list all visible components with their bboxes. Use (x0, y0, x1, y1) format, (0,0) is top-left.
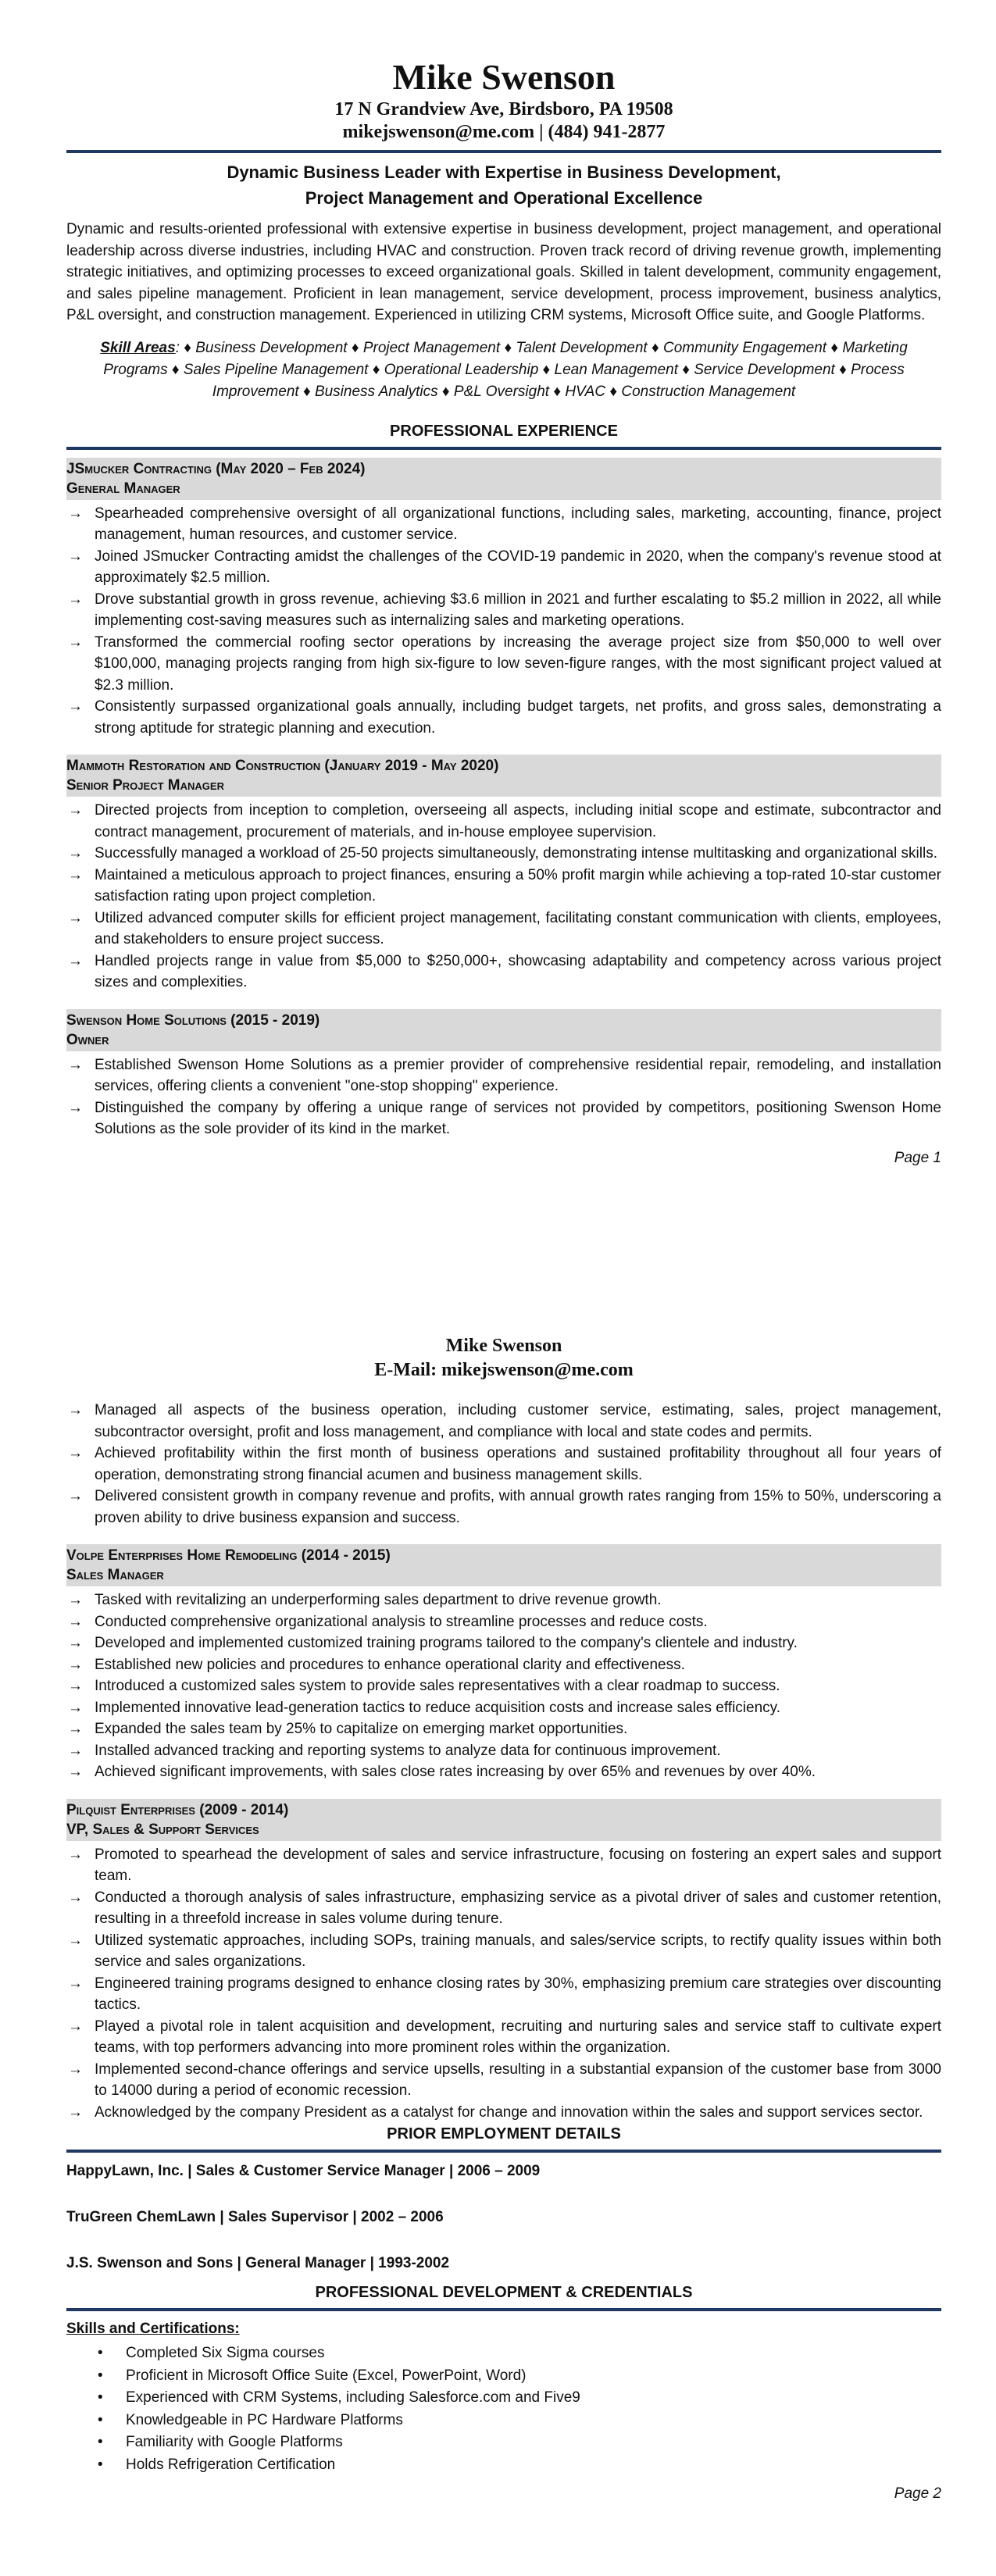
bullet-icon: • (98, 2389, 103, 2406)
arrow-icon: → (68, 1721, 83, 1737)
job-list (66, 1544, 941, 2123)
arrow-icon: → (68, 1402, 83, 1418)
resume-page-1 (66, 56, 941, 1167)
list-item (66, 1443, 941, 1486)
email: E-Mail: mikejswenson@me.com (374, 1360, 634, 1380)
arrow-icon: → (68, 1932, 83, 1949)
bullet-text: Acknowledged by the company President as a catalyst for change and innovation within the sales and support services sector. (95, 2103, 923, 2121)
diamond-icon: ♦ (504, 339, 512, 356)
section-title: PROFESSIONAL EXPERIENCE (390, 422, 618, 440)
arrow-icon: → (68, 1889, 83, 1906)
skill-area: Marketing Programs (103, 339, 908, 378)
arrow-icon: → (68, 633, 83, 651)
job-company: JSmucker Contracting (May 2020 – Feb 2024) (66, 460, 366, 477)
list-item (66, 800, 941, 843)
diamond-icon: ♦ (441, 383, 450, 400)
arrow-icon: → (68, 1678, 83, 1694)
section-title: PRIOR EMPLOYMENT DETAILS (387, 2125, 621, 2143)
bullet-icon: • (98, 2345, 103, 2361)
bullet-text: Utilized advanced computer skills for efficient project management, facilitating constant communication with clients, employees, and stakeholders to ensure project success. (95, 909, 941, 947)
diamond-icon: ♦ (542, 361, 551, 378)
list-item (66, 2016, 941, 2059)
skill-area: P&L Oversight (453, 383, 550, 400)
job-entry (66, 458, 941, 740)
candidate-name: Mike Swenson (445, 1336, 562, 1356)
list-item (66, 2342, 941, 2365)
list-item (66, 1486, 941, 1529)
list-item (66, 2102, 941, 2124)
divider (66, 447, 941, 450)
list-item (66, 951, 941, 994)
prior-job: J.S. Swenson and Sons | General Manager | 1993-2002 (66, 2255, 450, 2271)
arrow-icon: → (68, 2060, 83, 2078)
job-bullets (66, 800, 941, 994)
arrow-icon: → (68, 866, 83, 883)
bullet-text: Installed advanced tracking and reporting systems to analyze data for continuous improvement. (95, 1742, 721, 1759)
arrow-icon: → (68, 1764, 83, 1780)
skill-area: Talent Development (516, 339, 648, 356)
skill-text: Knowledgeable in PC Hardware Platforms (126, 2411, 403, 2428)
arrow-icon: → (68, 1099, 83, 1116)
arrow-icon: → (68, 2018, 83, 2035)
bullet-text: Established new policies and procedures to enhance operational clarity and effectiveness. (95, 1656, 685, 1673)
headline (66, 159, 941, 211)
job-title: VP, Sales & Support Services (66, 1821, 259, 1838)
arrow-icon: → (68, 590, 83, 608)
skill-areas: Skill Areas: ♦ Business Development ♦ Project Management ♦ Talent Development ♦ Community Engagement ♦ Marketing Programs ♦ Sales Pipeline Management ♦ Operational Leadership ♦ Lean Management ♦ Service Development ♦ Process Improvement ♦ Business Analytics ♦ P&L Oversight ♦ HVAC ♦ Construction Management (100, 339, 908, 400)
diamond-icon: ♦ (302, 383, 311, 400)
arrow-icon: → (68, 1635, 83, 1651)
bullet-text: Distinguished the company by offering a unique range of services not provided by competitors, positioning Swenson Home Solutions as the sole provider of its kind in the market. (95, 1099, 941, 1137)
job-bullets (66, 1054, 941, 1140)
diamond-icon: ♦ (609, 383, 618, 400)
list-item (66, 1697, 941, 1719)
job-entry (66, 1009, 941, 1140)
bullet-text: Introduced a customized sales system to provide sales representatives with a clear roadmap to success. (95, 1678, 780, 1694)
bullet-text: Implemented innovative lead-generation tactics to reduce acquisition costs and increase sales efficiency. (95, 1699, 781, 1716)
bullet-text: Promoted to spearhead the development of sales and service infrastructure, focusing on fostering an expert sales and support team. (95, 1846, 941, 1884)
divider (66, 2308, 941, 2311)
skills-list (66, 2342, 941, 2476)
arrow-icon: → (68, 1056, 83, 1073)
job-header (66, 1799, 941, 1841)
list-item (66, 1761, 941, 1783)
skill-area: Business Development (195, 339, 348, 356)
skill-text: Experienced with CRM Systems, including Salesforce.com and Five9 (126, 2389, 580, 2406)
arrow-icon: → (68, 909, 83, 926)
bullet-text: Implemented second-chance offerings and service upsells, resulting in a substantial expansion of the customer base from 3000 to 14000 during a period of economic recession. (95, 2060, 941, 2099)
list-item (66, 589, 941, 632)
arrow-icon: → (68, 2103, 83, 2121)
list-item (66, 1930, 941, 1973)
list-item (66, 546, 941, 589)
list-item (66, 1973, 941, 2016)
list-item (66, 2059, 941, 2102)
job-title: Owner (66, 1031, 109, 1048)
list-item (66, 1611, 941, 1633)
bullet-text: Spearheaded comprehensive oversight of all organizational functions, including sales, marketing, accounting, finance, project management, human resources, and customer service. (95, 505, 941, 543)
bullet-icon: • (98, 2456, 103, 2473)
skill-area: Community Engagement (662, 339, 827, 356)
list-item (66, 1632, 941, 1654)
list-item (66, 696, 941, 739)
list-item (66, 1740, 941, 1762)
list-item (66, 908, 941, 951)
bullet-text: Engineered training programs designed to enhance closing rates by 30%, emphasizing premium care strategies over discounting tactics. (95, 1975, 941, 2013)
list-item (66, 1887, 941, 1930)
job-bullets (66, 1844, 941, 2124)
skill-area: Process Improvement (212, 361, 905, 400)
list-item (66, 503, 941, 546)
arrow-icon: → (68, 1975, 83, 1992)
job-bullets (66, 503, 941, 740)
section-title: PROFESSIONAL DEVELOPMENT & CREDENTIALS (315, 2284, 693, 2301)
list-item (66, 843, 941, 865)
bullet-text: Handled projects range in value from $5,000 to $250,000+, showcasing adaptability and competency across various project sizes and complexities. (95, 952, 941, 990)
list-item (66, 2387, 941, 2410)
list-item (66, 1054, 941, 1097)
diamond-icon: ♦ (553, 383, 562, 400)
job-header (66, 1009, 941, 1051)
job-header (66, 458, 941, 500)
job-company: Swenson Home Solutions (2015 - 2019) (66, 1011, 320, 1029)
list-item (66, 2454, 941, 2477)
bullet-text: Achieved significant improvements, with sales close rates increasing by over 65% and revenues by over 40%. (95, 1764, 816, 1780)
diamond-icon: ♦ (171, 361, 180, 378)
bullet-text: Expanded the sales team by 25% to capitalize on emerging market opportunities. (95, 1721, 628, 1737)
job-title: Sales Manager (66, 1567, 164, 1583)
continued-bullets (66, 1400, 941, 1529)
bullet-text: Maintained a meticulous approach to project finances, ensuring a 50% profit margin while achieving a top-rated 10-star customer satisfaction rating upon project completion. (95, 866, 941, 904)
diamond-icon: ♦ (839, 361, 847, 378)
diamond-icon: ♦ (652, 339, 659, 356)
bullet-text: Joined JSmucker Contracting amidst the challenges of the COVID-19 pandemic in 2020, when the company's revenue stood at approximately $2.5 million. (95, 548, 941, 586)
skill-area: Sales Pipeline Management (183, 361, 369, 378)
diamond-icon: ♦ (184, 339, 191, 356)
job-entry (66, 1799, 941, 2124)
bullet-text: Conducted comprehensive organizational analysis to streamline processes and reduce costs. (95, 1613, 708, 1630)
bullet-text: Consistently surpassed organizational goals annually, including budget targets, net profits, and gross sales, demonstrating a strong aptitude for strategic planning and execution. (95, 698, 941, 737)
bullet-text: Drove substantial growth in gross revenue, achieving $3.6 million in 2021 and further escalating to $5.2 million in 2022, all while implementing cost-saving measures such as internalizing sales and marketing operations. (95, 590, 941, 629)
skill-area: Operational Leadership (384, 361, 539, 378)
bullet-text: Achieved profitability within the first month of business operations and sustained profitability throughout all four years of operation, demonstrating strong financial acumen and business management skills. (95, 1445, 941, 1483)
divider (66, 2150, 941, 2153)
arrow-icon: → (68, 505, 83, 522)
list-item (66, 2432, 941, 2454)
skill-text: Holds Refrigeration Certification (126, 2456, 336, 2473)
skill-area: Construction Management (621, 383, 796, 400)
page-number: Page 2 (894, 2485, 941, 2502)
list-item (66, 1675, 941, 1697)
arrow-icon: → (68, 1656, 83, 1673)
contact-info: mikejswenson@me.com | (484) 941-2877 (342, 122, 666, 142)
skill-area: Project Management (362, 339, 501, 356)
job-list (66, 458, 941, 1140)
arrow-icon: → (68, 802, 83, 819)
summary: Dynamic and results-oriented professional with extensive expertise in business development, project management, and operational leadership across diverse industries, including HVAC and construction. Proven track record of driving revenue growth, implementing strategic initiatives, and optimizing processes to exceed organizational goals. Skilled in talent development, community engagement, and sales pipeline management. Proficient in lean management, service development, process improvement, business analytics, P&L oversight, and construction management. Experienced in utilizing CRM systems, Microsoft Office suite, and Google Platforms. (66, 221, 941, 323)
bullet-text: Played a pivotal role in talent acquisition and development, recruiting and nurturing sales and service staff to cultivate expert teams, with top performers advancing into more prominent roles within the organization. (95, 2018, 941, 2056)
arrow-icon: → (68, 698, 83, 715)
job-header (66, 1544, 941, 1586)
bullet-icon: • (98, 2367, 103, 2384)
skill-area: Service Development (694, 361, 835, 378)
bullet-text: Utilized systematic approaches, including SOPs, training manuals, and sales/service scripts, to rectify quality issues within both service and sales organizations. (95, 1932, 941, 1970)
bullet-icon: • (98, 2434, 103, 2450)
skills-heading: Skills and Certifications: (66, 2321, 240, 2337)
list-item (66, 1718, 941, 1740)
job-header (66, 755, 941, 797)
arrow-icon: → (68, 845, 83, 862)
bullet-text: Tasked with revitalizing an underperforming sales department to drive revenue growth. (95, 1592, 662, 1608)
bullet-text: Conducted a thorough analysis of sales infrastructure, emphasizing service as a pivotal driver of sales and customer retention, resulting in a threefold increase in sales volume during tenure. (95, 1889, 941, 1927)
diamond-icon: ♦ (682, 361, 690, 378)
arrow-icon: → (68, 1699, 83, 1716)
list-item (66, 632, 941, 697)
job-company: Mammoth Restoration and Construction (January 2019 - May 2020) (66, 758, 499, 774)
bullet-text: Developed and implemented customized training programs tailored to the company's clientele and industry. (95, 1635, 798, 1651)
bullet-text: Transformed the commercial roofing sector operations by increasing the average project size from $50,000 to well over $100,000, managing projects ranging from high six-figure to low seven-figure ranges, with the most significant project valued at $2.3 million. (95, 633, 941, 694)
list-item (66, 1097, 941, 1140)
list-item (66, 2410, 941, 2432)
job-company: Pilquist Enterprises (2009 - 2014) (66, 1801, 289, 1818)
list-item (66, 1589, 941, 1611)
arrow-icon: → (68, 1592, 83, 1608)
arrow-icon: → (68, 1846, 83, 1863)
divider (66, 150, 941, 153)
page-number: Page 1 (894, 1149, 941, 1166)
bullet-text: Successfully managed a workload of 25-50 projects simultaneously, demonstrating intense multitasking and organizational skills. (95, 845, 937, 862)
list-item (66, 1654, 941, 1676)
prior-employment-list (66, 2160, 941, 2274)
skill-text: Familiarity with Google Platforms (126, 2434, 343, 2450)
list-item (66, 2365, 941, 2388)
prior-job: TruGreen ChemLawn | Sales Supervisor | 2002 – 2006 (66, 2209, 444, 2225)
skill-text: Proficient in Microsoft Office Suite (Excel, PowerPoint, Word) (126, 2367, 527, 2384)
diamond-icon: ♦ (372, 361, 380, 378)
arrow-icon: → (68, 548, 83, 565)
bullet-text: Established Swenson Home Solutions as a premier provider of comprehensive residential repair, remodeling, and installation services, offering clients a convenient "one-stop shopping" experience. (95, 1056, 941, 1094)
list-item (66, 1844, 941, 1887)
arrow-icon: → (68, 1445, 83, 1461)
bullet-text: Delivered consistent growth in company revenue and profits, with annual growth rates ranging from 15% to 50%, underscoring a proven ability to drive business expansion and success. (95, 1488, 941, 1526)
diamond-icon: ♦ (351, 339, 359, 356)
headline-line: Dynamic Business Leader with Expertise in Business Development, (227, 162, 781, 182)
job-title: General Manager (66, 480, 180, 497)
arrow-icon: → (68, 952, 83, 969)
list-item (66, 865, 941, 908)
job-company: Volpe Enterprises Home Remodeling (2014 - 2015) (66, 1547, 391, 1564)
bullet-text: Managed all aspects of the business operation, including customer service, estimating, sales, project management, subcontractor oversight, profit and loss management, and compliance with local and state codes and permits. (95, 1402, 941, 1440)
address: 17 N Grandview Ave, Birdsboro, PA 19508 (334, 99, 673, 120)
prior-job: HappyLawn, Inc. | Sales & Customer Service Manager | 2006 – 2009 (66, 2163, 541, 2179)
arrow-icon: → (68, 1742, 83, 1759)
bullet-icon: • (98, 2411, 103, 2428)
headline-line: Project Management and Operational Excellence (305, 188, 703, 208)
arrow-icon: → (68, 1488, 83, 1504)
skill-area: Lean Management (554, 361, 678, 378)
job-entry (66, 1544, 941, 1783)
skill-areas-label: Skill Areas (100, 339, 176, 356)
skill-text: Completed Six Sigma courses (126, 2345, 325, 2361)
bullet-text: Directed projects from inception to completion, overseeing all aspects, including initial scope and estimate, subcontractor and contract management, procurement of materials, and in-house employee supervision. (95, 802, 941, 840)
diamond-icon: ♦ (830, 339, 839, 356)
arrow-icon: → (68, 1613, 83, 1630)
job-title: Senior Project Manager (66, 777, 224, 794)
job-bullets (66, 1589, 941, 1783)
resume-page-2 (66, 1334, 941, 2503)
candidate-name: Mike Swenson (392, 57, 616, 97)
job-entry (66, 755, 941, 994)
list-item (66, 1400, 941, 1443)
skill-area: HVAC (565, 383, 606, 400)
skill-area: Business Analytics (314, 383, 438, 400)
